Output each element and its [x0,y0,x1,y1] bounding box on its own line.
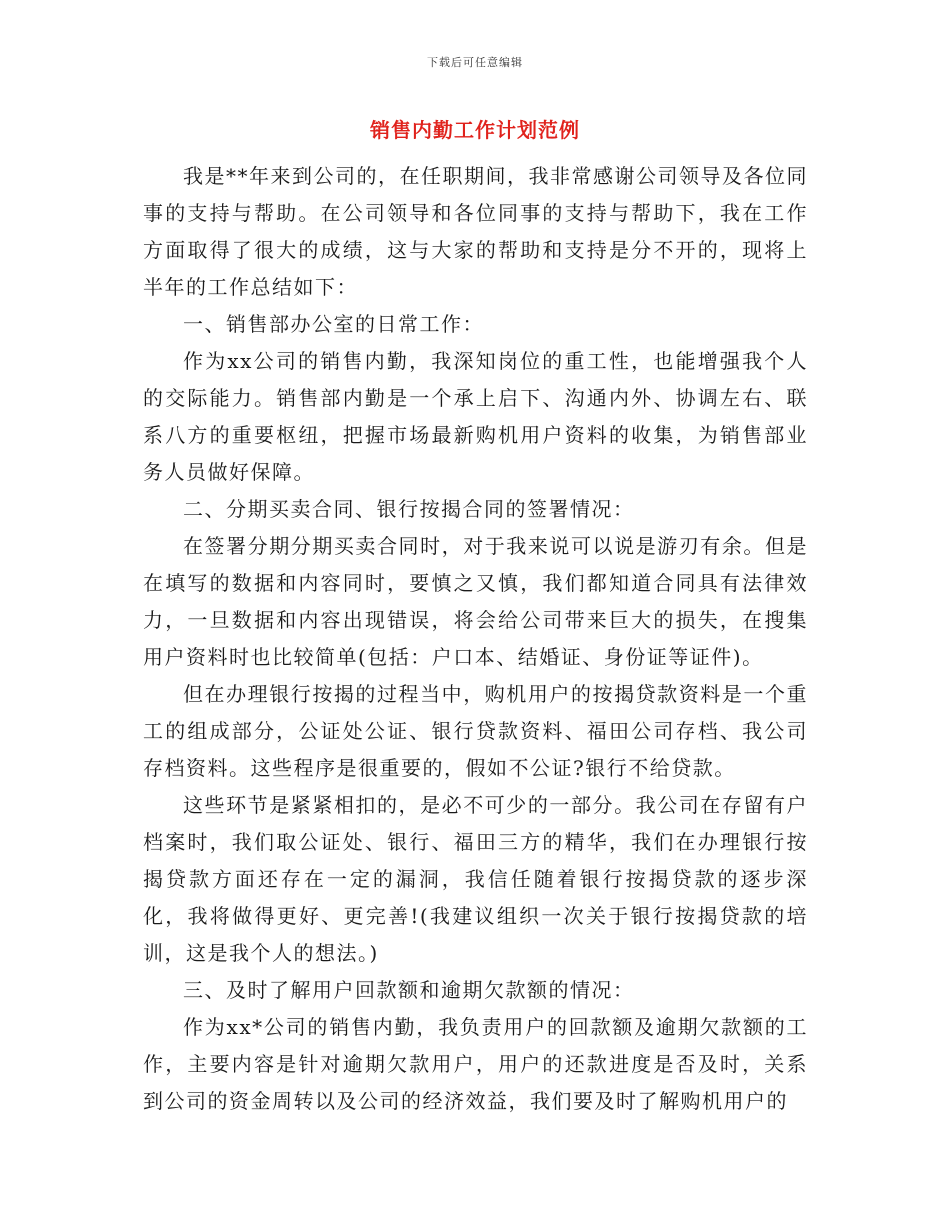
section-heading-1: 一、销售部办公室的日常工作： [183,312,484,336]
header-note: 下载后可任意编辑 [427,56,523,69]
paragraph-section-2a: 在签署分期分期买卖合同时，对于我来说可以说是游刃有余。但是在填写的数据和内容同时，要慎之又慎，我们都知道合同具有法律效力，一旦数据和内容出现错误，将会给公司带来巨大的损失，在搜集用户资料时也比较简单(包括：户口本、结婚证、身份证等证件)。 [143,534,808,669]
document-body [143,158,808,1120]
paragraph-section-3: 作为xx*公司的销售内勤，我负责用户的回款额及逾期欠款额的工作，主要内容是针对逾期欠款用户，用户的还款进度是否及时，关系到公司的资金周转以及公司的经济效益，我们要及时了解购机用户的 [143,1015,808,1113]
document-title: 销售内勤工作计划范例 [370,118,580,142]
section-heading-3: 三、及时了解用户回款额和逾期欠款额的情况： [183,978,635,1002]
paragraph-section-1: 作为xx公司的销售内勤，我深知岗位的重工性，也能增强我个人的交际能力。销售部内勤是一个承上启下、沟通内外、协调左右、联系八方的重要枢纽，把握市场最新购机用户资料的收集，为销售部业务人员做好保障。 [143,349,808,484]
paragraph-section-2b: 但在办理银行按揭的过程当中，购机用户的按揭贷款资料是一个重工的组成部分，公证处公证、银行贷款资料、福田公司存档、我公司存档资料。这些程序是很重要的，假如不公证?银行不给贷款。 [143,682,808,780]
paragraph-intro: 我是**年来到公司的，在任职期间，我非常感谢公司领导及各位同事的支持与帮助。在公司领导和各位同事的支持与帮助下，我在工作方面取得了很大的成绩，这与大家的帮助和支持是分不开的，现将上半年的工作总结如下： [143,164,808,299]
section-heading-2: 二、分期买卖合同、银行按揭合同的签署情况： [183,497,635,521]
paragraph-section-2c: 这些环节是紧紧相扣的，是必不可少的一部分。我公司在存留有户档案时，我们取公证处、银行、福田三方的精华，我们在办理银行按揭贷款方面还存在一定的漏洞，我信任随着银行按揭贷款的逐步深化，我将做得更好、更完善!(我建议组织一次关于银行按揭贷款的培训，这是我个人的想法。) [143,793,808,965]
